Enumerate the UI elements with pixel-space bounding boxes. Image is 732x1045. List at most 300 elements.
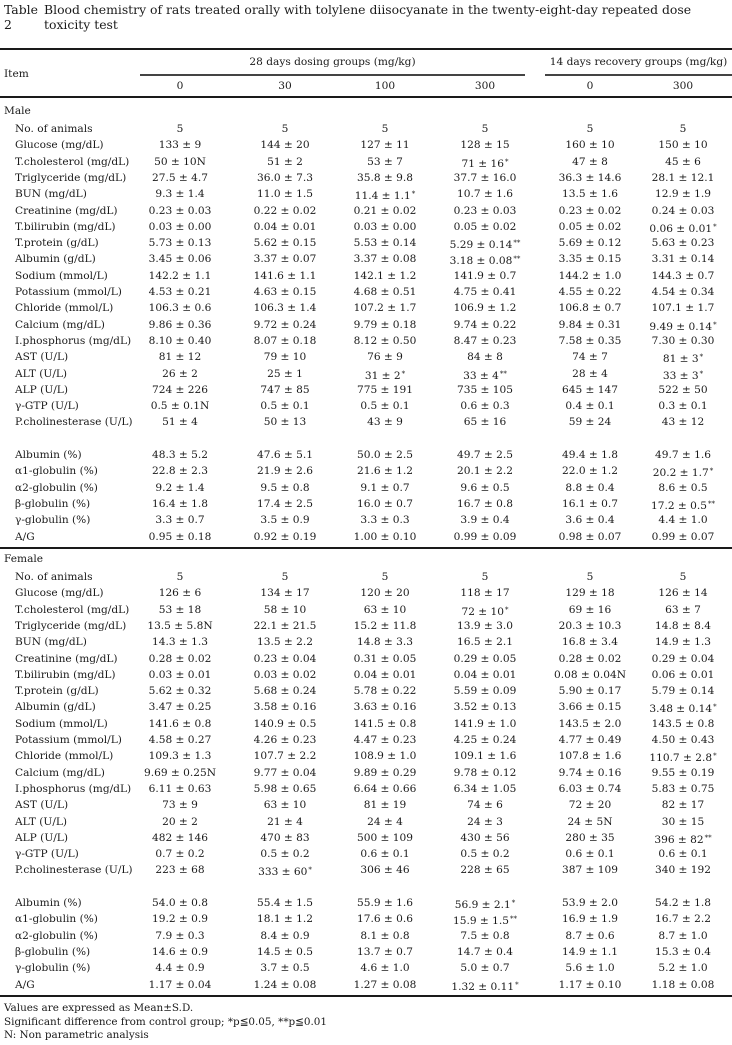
cell-value: 118 ± 17: [460, 587, 510, 600]
cell-value: 65 ± 16: [463, 416, 507, 429]
row-item-label: BUN (mg/dL): [15, 188, 87, 201]
cell-value: 143.5 ± 2.0: [558, 717, 622, 730]
cell-value: 0.6 ± 0.1: [360, 848, 410, 861]
cell-value: 5.90 ± 0.17: [558, 685, 622, 698]
cell-value: 4.50 ± 0.43: [651, 734, 715, 746]
cell-value: 4.25 ± 0.24: [453, 734, 517, 746]
cell-value: 21.9 ± 2.6: [256, 465, 314, 478]
cell-value: 0.05 ± 0.02: [453, 220, 517, 233]
cell-value: 470 ± 83: [260, 831, 310, 844]
row-item-label: γ-GTP (U/L): [15, 848, 79, 861]
row-item-label: γ-GTP (U/L): [15, 400, 79, 413]
cell-value: 5.69 ± 0.12: [558, 237, 622, 250]
cell-value: 0.23 ± 0.03: [148, 204, 212, 217]
cell-value: 8.1 ± 0.8: [360, 929, 410, 942]
row-item-label: P.cholinesterase (U/L): [15, 416, 133, 429]
cell-value: 7.58 ± 0.35: [558, 334, 622, 347]
cell-value: 5.62 ± 0.15: [253, 237, 317, 250]
cell-value: 10.7 ± 1.6: [456, 188, 514, 201]
table-row: [0, 634, 732, 650]
cell-value: 3.47 ± 0.25: [148, 701, 212, 714]
cell-value: 76 ± 9: [367, 351, 403, 364]
cell-value: 9.86 ± 0.36: [148, 318, 212, 331]
cell-value: 522 ± 50: [658, 383, 708, 396]
significance-marker: *: [515, 980, 519, 989]
table-row: [0, 846, 732, 862]
cell-value: 228 ± 65: [460, 864, 510, 877]
table-row: [0, 512, 732, 528]
caption-title: Blood chemistry of rats treated orally with tolylene diisocyanate in the twenty-eight-day repeated dose toxicity test: [44, 2, 692, 32]
cell-value: 47 ± 8: [572, 155, 608, 168]
top-rule: [0, 48, 732, 50]
cell-value: 8.4 ± 0.9: [260, 929, 310, 942]
row-item-label: Chloride (mmol/L): [15, 302, 114, 315]
cell-value: 5.73 ± 0.13: [148, 237, 212, 250]
table-row: [0, 382, 732, 398]
significance-marker: *: [699, 369, 704, 378]
cell-value: 160 ± 10: [565, 139, 615, 152]
significance-marker: **: [708, 499, 716, 508]
cell-value: 5.0 ± 0.7: [460, 962, 510, 975]
cell-value: 33 ± 4**: [463, 369, 507, 382]
cell-value: 3.7 ± 0.5: [260, 962, 310, 975]
cell-value: 0.5 ± 0.2: [260, 848, 310, 861]
row-item-label: Potassium (mmol/L): [15, 286, 122, 298]
table-row: [0, 765, 732, 781]
row-item-label: α1-globulin (%): [15, 465, 98, 478]
row-item-label: Calcium (mg/dL): [15, 766, 105, 779]
cell-value: 5: [586, 571, 594, 583]
significance-marker: **: [513, 255, 521, 264]
cell-value: 17.4 ± 2.5: [256, 497, 314, 510]
cell-value: 0.99 ± 0.07: [651, 530, 715, 543]
cell-value: 142.1 ± 1.2: [353, 269, 417, 282]
header-dose-1: 30: [278, 80, 292, 92]
header-subrule-dosing: [140, 74, 525, 76]
row-item-label: β-globulin (%): [15, 497, 91, 510]
cell-value: 24 ± 4: [367, 815, 403, 828]
section-label-female: Female: [4, 553, 44, 565]
row-item-label: No. of animals: [15, 571, 93, 583]
cell-value: 0.29 ± 0.05: [453, 652, 517, 665]
cell-value: 14.9 ± 1.3: [654, 636, 712, 649]
cell-value: 9.49 ± 0.14*: [649, 320, 717, 333]
cell-value: 14.7 ± 0.4: [456, 945, 514, 958]
cell-value: 0.03 ± 0.00: [148, 220, 212, 233]
table-row: [0, 585, 732, 601]
male-bottom-rule: [0, 547, 732, 549]
cell-value: 141.5 ± 0.8: [353, 717, 417, 730]
cell-value: 81 ± 3*: [662, 353, 704, 366]
significance-marker: *: [401, 369, 406, 378]
cell-value: 7.9 ± 0.3: [155, 929, 205, 942]
cell-value: 1.17 ± 0.10: [558, 978, 622, 991]
cell-value: 8.10 ± 0.40: [148, 334, 212, 347]
cell-value: 71 ± 16*: [461, 157, 509, 170]
significance-marker: *: [505, 605, 509, 614]
cell-value: 14.6 ± 0.9: [151, 945, 209, 958]
table-row: [0, 862, 732, 878]
cell-value: 81 ± 12: [158, 351, 202, 364]
table-row: [0, 284, 732, 300]
cell-value: 0.98 ± 0.07: [558, 530, 622, 543]
cell-value: 5: [281, 571, 289, 583]
significance-marker: *: [713, 752, 717, 761]
header-dose-5: 300: [672, 80, 694, 92]
cell-value: 0.23 ± 0.03: [453, 204, 517, 217]
cell-value: 49.7 ± 2.5: [456, 449, 514, 461]
cell-value: 280 ± 35: [565, 831, 615, 844]
cell-value: 74 ± 6: [467, 799, 503, 812]
row-item-label: Albumin (%): [15, 449, 82, 461]
row-item-label: γ-globulin (%): [15, 514, 91, 527]
row-item-label: Potassium (mmol/L): [15, 734, 122, 746]
cell-value: 9.55 ± 0.19: [651, 766, 715, 779]
cell-value: 107.7 ± 2.2: [253, 750, 317, 763]
table-row: [0, 268, 732, 284]
row-item-label: α2-globulin (%): [15, 929, 98, 942]
cell-value: 0.03 ± 0.01: [148, 668, 212, 681]
row-item-label: Albumin (g/dL): [15, 253, 96, 266]
cell-value: 0.4 ± 0.1: [565, 400, 615, 413]
cell-value: 5: [381, 571, 389, 583]
cell-value: 69 ± 16: [568, 603, 612, 616]
cell-value: 19.2 ± 0.9: [151, 913, 209, 926]
significance-marker: *: [411, 190, 416, 199]
row-item-label: P.cholinesterase (U/L): [15, 864, 133, 877]
cell-value: 141.6 ± 0.8: [148, 717, 212, 730]
cell-value: 13.7 ± 0.7: [356, 945, 414, 958]
cell-value: 17.6 ± 0.6: [356, 913, 414, 926]
header-item: Item: [4, 68, 29, 80]
cell-value: 3.66 ± 0.15: [558, 701, 622, 714]
significance-marker: *: [713, 703, 717, 712]
table-caption: [4, 2, 724, 32]
table-row: [0, 944, 732, 960]
cell-value: 0.6 ± 0.3: [460, 400, 510, 413]
cell-value: 0.04 ± 0.01: [253, 220, 317, 233]
header-dose-3: 300: [474, 80, 496, 92]
cell-value: 140.9 ± 0.5: [253, 717, 317, 730]
cell-value: 8.7 ± 0.6: [565, 929, 615, 942]
cell-value: 0.6 ± 0.1: [565, 848, 615, 861]
cell-value: 72 ± 20: [568, 799, 612, 812]
cell-value: 22.0 ± 1.2: [561, 465, 619, 478]
cell-value: 0.5 ± 0.2: [460, 848, 510, 861]
cell-value: 1.24 ± 0.08: [253, 978, 317, 991]
cell-value: 150 ± 10: [658, 139, 708, 152]
table-row: [0, 235, 732, 251]
cell-value: 82 ± 17: [661, 799, 705, 812]
cell-value: 500 ± 109: [356, 831, 414, 844]
cell-value: 72 ± 10*: [461, 605, 509, 618]
cell-value: 0.5 ± 0.1: [260, 400, 310, 413]
cell-value: 9.74 ± 0.16: [558, 766, 622, 779]
cell-value: 5.78 ± 0.22: [353, 685, 417, 698]
cell-value: 22.8 ± 2.3: [151, 465, 209, 478]
cell-value: 15.3 ± 0.4: [654, 945, 712, 958]
cell-value: 5: [481, 123, 489, 135]
table-row: [0, 170, 732, 186]
header-dose-2: 100: [374, 80, 396, 92]
cell-value: 16.7 ± 0.8: [456, 497, 514, 510]
cell-value: 4.58 ± 0.27: [148, 734, 212, 746]
cell-value: 14.8 ± 8.4: [654, 619, 712, 632]
cell-value: 0.28 ± 0.02: [148, 652, 212, 665]
cell-value: 0.22 ± 0.02: [253, 204, 317, 217]
table-row: [0, 414, 732, 430]
cell-value: 0.6 ± 0.1: [658, 848, 708, 861]
table-row: [0, 879, 732, 895]
cell-value: 5.79 ± 0.14: [651, 685, 715, 698]
row-item-label: ALT (U/L): [15, 367, 68, 380]
cell-value: 5: [679, 571, 687, 583]
header-subrule-recovery: [545, 74, 732, 76]
cell-value: 4.68 ± 0.51: [353, 286, 417, 298]
table-row: [0, 431, 732, 447]
cell-value: 16.7 ± 2.2: [654, 913, 712, 926]
cell-value: 735 ± 105: [456, 383, 514, 396]
cell-value: 396 ± 82**: [654, 833, 712, 846]
row-item-label: α1-globulin (%): [15, 913, 98, 926]
cell-value: 22.1 ± 21.5: [253, 619, 317, 632]
cell-value: 50 ± 13: [263, 416, 307, 429]
cell-value: 37.7 ± 16.0: [453, 171, 517, 184]
cell-value: 4.77 ± 0.49: [558, 734, 622, 746]
significance-marker: *: [713, 320, 717, 329]
cell-value: 0.04 ± 0.01: [353, 668, 417, 681]
cell-value: 5: [381, 123, 389, 135]
row-item-label: T.protein (g/dL): [15, 237, 99, 250]
cell-value: 0.06 ± 0.01: [651, 668, 715, 681]
cell-value: 0.92 ± 0.19: [253, 530, 317, 543]
cell-value: 81 ± 19: [363, 799, 407, 812]
row-item-label: T.bilirubin (mg/dL): [15, 668, 116, 681]
row-item-label: β-globulin (%): [15, 945, 91, 958]
cell-value: 50.0 ± 2.5: [356, 449, 414, 461]
row-item-label: Sodium (mmol/L): [15, 717, 108, 730]
cell-value: 9.1 ± 0.7: [360, 481, 410, 494]
cell-value: 110.7 ± 2.8*: [649, 752, 717, 765]
cell-value: 482 ± 146: [151, 831, 209, 844]
cell-value: 5.62 ± 0.32: [148, 685, 212, 698]
cell-value: 3.5 ± 0.9: [260, 514, 310, 527]
cell-value: 8.7 ± 1.0: [658, 929, 708, 942]
cell-value: 106.3 ± 1.4: [253, 302, 317, 315]
cell-value: 5.83 ± 0.75: [651, 782, 715, 795]
cell-value: 0.7 ± 0.2: [155, 848, 205, 861]
cell-value: 4.26 ± 0.23: [253, 734, 317, 746]
cell-value: 724 ± 226: [151, 383, 209, 396]
cell-value: 36.3 ± 14.6: [558, 171, 622, 184]
cell-value: 9.79 ± 0.18: [353, 318, 417, 331]
cell-value: 3.52 ± 0.13: [453, 701, 517, 714]
row-item-label: Calcium (mg/dL): [15, 318, 105, 331]
row-item-label: Glucose (mg/dL): [15, 139, 104, 152]
cell-value: 0.29 ± 0.04: [651, 652, 715, 665]
header-group-dosing: 28 days dosing groups (mg/kg): [249, 56, 416, 68]
cell-value: 5.59 ± 0.09: [453, 685, 517, 698]
cell-value: 35.8 ± 9.8: [356, 171, 414, 184]
table-row: [0, 830, 732, 846]
cell-value: 0.5 ± 0.1N: [150, 400, 210, 413]
table-row: [0, 529, 732, 545]
cell-value: 14.3 ± 1.3: [151, 636, 209, 649]
cell-value: 79 ± 10: [263, 351, 307, 364]
table-row: [0, 447, 732, 463]
cell-value: 14.5 ± 0.5: [256, 945, 314, 958]
table-row: [0, 366, 732, 382]
cell-value: 9.6 ± 0.5: [460, 481, 510, 494]
cell-value: 106.9 ± 1.2: [453, 302, 517, 315]
cell-value: 9.69 ± 0.25N: [143, 766, 217, 779]
cell-value: 0.06 ± 0.01*: [649, 222, 717, 235]
cell-value: 747 ± 85: [260, 383, 310, 396]
cell-value: 0.95 ± 0.18: [148, 530, 212, 543]
cell-value: 15.9 ± 1.5**: [452, 915, 518, 928]
table-row: [0, 480, 732, 496]
cell-value: 5.2 ± 1.0: [658, 962, 708, 975]
cell-value: 58 ± 10: [263, 603, 307, 616]
row-item-label: AST (U/L): [15, 799, 69, 812]
cell-value: 5.63 ± 0.23: [651, 237, 715, 250]
row-item-label: Chloride (mmol/L): [15, 750, 114, 763]
cell-value: 430 ± 56: [460, 831, 510, 844]
significance-marker: *: [308, 866, 312, 875]
cell-value: 0.08 ± 0.04N: [553, 668, 627, 681]
cell-value: 0.28 ± 0.02: [558, 652, 622, 665]
section-label-male: Male: [4, 105, 31, 117]
cell-value: 3.18 ± 0.08**: [449, 255, 521, 268]
cell-value: 48.3 ± 5.2: [151, 449, 209, 461]
cell-value: 7.30 ± 0.30: [651, 334, 715, 347]
cell-value: 3.37 ± 0.08: [353, 253, 417, 266]
table-row: [0, 651, 732, 667]
cell-value: 107.2 ± 1.7: [353, 302, 417, 315]
cell-value: 9.72 ± 0.24: [253, 318, 317, 331]
cell-value: 4.4 ± 0.9: [155, 962, 205, 975]
table-row: [0, 300, 732, 316]
cell-value: 340 ± 192: [654, 864, 712, 877]
cell-value: 775 ± 191: [356, 383, 414, 396]
cell-value: 33 ± 3*: [662, 369, 704, 382]
table-row: [0, 251, 732, 267]
cell-value: 30 ± 15: [661, 815, 705, 828]
row-item-label: I.phosphorus (mg/dL): [15, 782, 132, 795]
row-item-label: Creatinine (mg/dL): [15, 652, 118, 665]
cell-value: 24 ± 3: [467, 815, 503, 828]
caption-label: Table 2: [4, 2, 38, 32]
table-row: [0, 732, 732, 748]
cell-value: 55.9 ± 1.6: [356, 897, 414, 909]
cell-value: 333 ± 60*: [258, 866, 312, 879]
table-row: [0, 569, 732, 585]
cell-value: 73 ± 9: [162, 799, 198, 812]
cell-value: 13.5 ± 1.6: [561, 188, 619, 201]
cell-value: 16.1 ± 0.7: [561, 497, 619, 510]
row-item-label: Triglyceride (mg/dL): [15, 619, 127, 632]
cell-value: 5.6 ± 1.0: [565, 962, 615, 975]
table-row: [0, 219, 732, 235]
cell-value: 106.8 ± 0.7: [558, 302, 622, 315]
cell-value: 3.31 ± 0.14: [651, 253, 715, 266]
cell-value: 20.2 ± 1.7*: [652, 467, 714, 480]
cell-value: 26 ± 2: [162, 367, 198, 380]
footnote-0: Values are expressed as Mean±S.D.: [4, 1002, 194, 1014]
cell-value: 9.74 ± 0.22: [453, 318, 517, 331]
cell-value: 54.2 ± 1.8: [654, 897, 712, 909]
table-row: [0, 137, 732, 153]
cell-value: 0.04 ± 0.01: [453, 668, 517, 681]
table-row: [0, 463, 732, 479]
table-row: [0, 797, 732, 813]
row-item-label: ALP (U/L): [15, 383, 68, 396]
significance-marker: *: [713, 222, 717, 231]
cell-value: 144.2 ± 1.0: [558, 269, 622, 282]
cell-value: 5.53 ± 0.14: [353, 237, 417, 250]
cell-value: 5: [176, 571, 184, 583]
cell-value: 13.9 ± 3.0: [456, 619, 514, 632]
cell-value: 20.3 ± 10.3: [558, 619, 622, 632]
table-row: [0, 496, 732, 512]
cell-value: 53.9 ± 2.0: [561, 897, 619, 909]
row-item-label: T.protein (g/dL): [15, 685, 99, 698]
row-item-label: T.cholesterol (mg/dL): [15, 155, 130, 168]
cell-value: 3.48 ± 0.14*: [649, 703, 717, 716]
cell-value: 3.6 ± 0.4: [565, 514, 615, 527]
cell-value: 141.9 ± 0.7: [453, 269, 517, 282]
cell-value: 16.8 ± 3.4: [561, 636, 619, 649]
cell-value: 5: [281, 123, 289, 135]
cell-value: 0.23 ± 0.04: [253, 652, 317, 665]
cell-value: 45 ± 6: [665, 155, 701, 168]
cell-value: 36.0 ± 7.3: [256, 171, 314, 184]
cell-value: 1.00 ± 0.10: [353, 530, 417, 543]
cell-value: 141.9 ± 1.0: [453, 717, 517, 730]
cell-value: 6.11 ± 0.63: [148, 782, 212, 795]
significance-marker: **: [499, 369, 507, 378]
cell-value: 53 ± 7: [367, 155, 403, 168]
cell-value: 106.3 ± 0.6: [148, 302, 212, 315]
footnote-2: N: Non parametric analysis: [4, 1029, 149, 1041]
cell-value: 107.8 ± 1.6: [558, 750, 622, 763]
cell-value: 5.98 ± 0.65: [253, 782, 317, 795]
cell-value: 5: [176, 123, 184, 135]
significance-marker: **: [510, 915, 518, 924]
cell-value: 0.05 ± 0.02: [558, 220, 622, 233]
cell-value: 13.5 ± 5.8N: [147, 619, 213, 632]
cell-value: 0.99 ± 0.09: [453, 530, 517, 543]
table-row: [0, 911, 732, 927]
cell-value: 9.2 ± 1.4: [155, 481, 205, 494]
cell-value: 21.6 ± 1.2: [356, 465, 414, 478]
cell-value: 6.03 ± 0.74: [558, 782, 622, 795]
table-row: [0, 186, 732, 202]
cell-value: 49.7 ± 1.6: [654, 449, 712, 461]
cell-value: 54.0 ± 0.8: [151, 897, 209, 909]
cell-value: 1.32 ± 0.11*: [451, 980, 519, 993]
bottom-rule: [0, 995, 732, 997]
cell-value: 18.1 ± 1.2: [256, 913, 314, 926]
cell-value: 9.5 ± 0.8: [260, 481, 310, 494]
significance-marker: *: [699, 353, 704, 362]
cell-value: 8.47 ± 0.23: [453, 334, 517, 347]
cell-value: 141.6 ± 1.1: [253, 269, 317, 282]
cell-value: 9.84 ± 0.31: [558, 318, 622, 331]
cell-value: 14.8 ± 3.3: [356, 636, 414, 649]
cell-value: 9.3 ± 1.4: [155, 188, 205, 201]
cell-value: 43 ± 9: [367, 416, 403, 429]
